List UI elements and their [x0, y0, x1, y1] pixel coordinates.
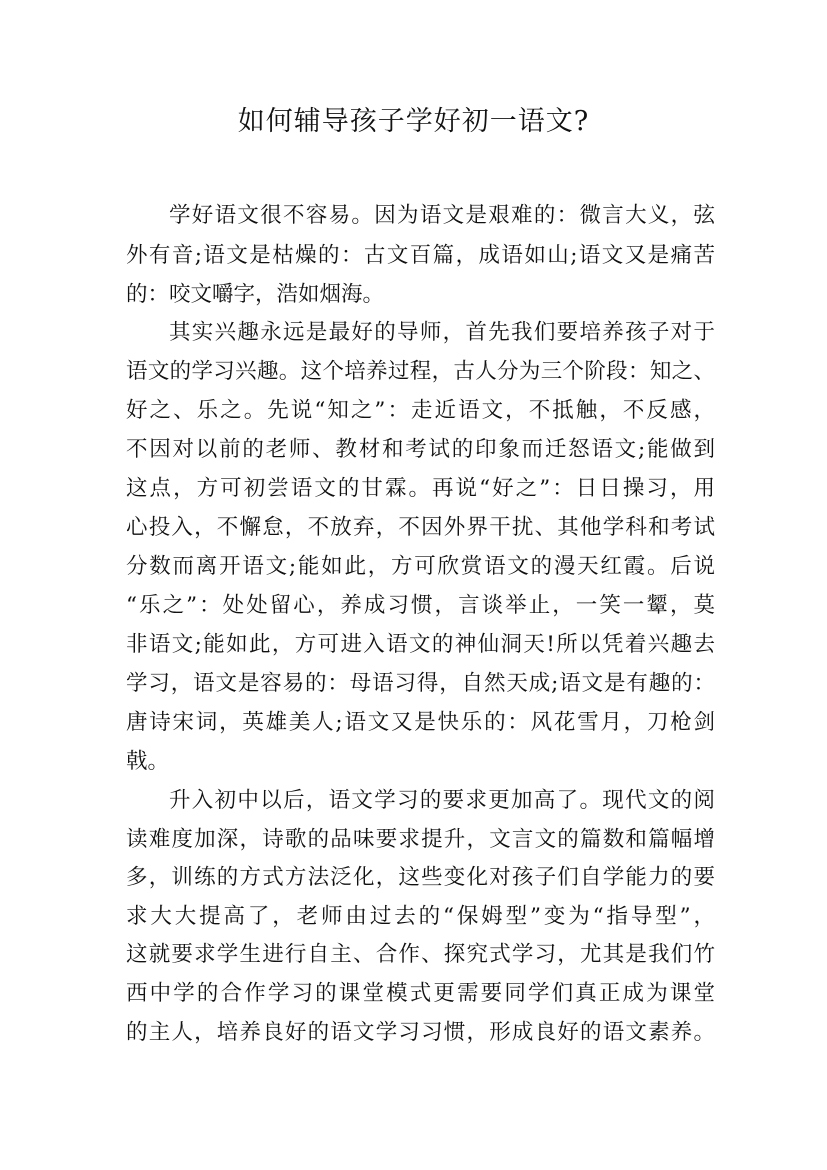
paragraph-2-line-10: 学习，语文是容易的：母语习得，自然天成;语文是有趣的： — [126, 671, 715, 696]
paragraph-2-line-3: 好之、乐之。先说“知之”：走近语文，不抵触，不反感， — [126, 398, 715, 423]
paragraph-3-line-3: 多，训练的方式方法泛化，这些变化对孩子们自学能力的要 — [126, 865, 715, 890]
paragraph-1-line-1: 学好语文很不容易。因为语文是艰难的：微言大义，弦 — [169, 203, 715, 228]
paragraph-2-line-2: 语文的学习兴趣。这个培养过程，古人分为三个阶段：知之、 — [126, 359, 715, 384]
paragraph-1-line-3: 的：咬文嚼字，浩如烟海。 — [126, 282, 385, 307]
paragraph-2-line-5: 这点，方可初尝语文的甘霖。再说“好之”：日日操习，用 — [126, 476, 715, 501]
paragraph-3-line-4: 求大大提高了，老师由过去的“保姆型”变为“指导型”， — [126, 904, 715, 929]
paragraph-3-line-6: 西中学的合作学习的课堂模式更需要同学们真正成为课堂 — [126, 981, 715, 1006]
paragraph-3-line-2: 读难度加深，诗歌的品味要求提升，文言文的篇数和篇幅增 — [126, 827, 715, 852]
paragraph-2-line-11: 唐诗宋词，英雄美人;语文又是快乐的：风花雪月，刀枪剑 — [126, 710, 715, 735]
paragraph-1-line-2: 外有音;语文是枯燥的：古文百篇，成语如山;语文又是痛苦 — [126, 243, 715, 268]
paragraph-2-line-6: 心投入，不懈怠，不放弃，不因外界干扰、其他学科和考试 — [126, 515, 715, 540]
paragraph-2-line-4: 不因对以前的老师、教材和考试的印象而迁怒语文;能做到 — [126, 437, 715, 462]
paragraph-3-line-7: 的主人，培养良好的语文学习习惯，形成良好的语文素养。 — [126, 1020, 715, 1045]
paragraph-2-line-9: 非语文;能如此，方可进入语文的神仙洞天!所以凭着兴趣去 — [126, 632, 715, 657]
paragraph-3-line-1: 升入初中以后，语文学习的要求更加高了。现代文的阅 — [169, 788, 715, 813]
paragraph-2-line-8: “乐之”：处处留心，养成习惯，言谈举止，一笑一颦，莫 — [126, 593, 715, 618]
paragraph-2-line-1: 其实兴趣永远是最好的导师，首先我们要培养孩子对于 — [169, 320, 715, 345]
document-title: 如何辅导孩子学好初一语文? — [237, 106, 590, 137]
paragraph-2-line-12: 戟。 — [126, 749, 170, 774]
paragraph-3-line-5: 这就要求学生进行自主、合作、探究式学习，尤其是我们竹 — [126, 942, 715, 967]
paragraph-2-line-7: 分数而离开语文;能如此，方可欣赏语文的漫天红霞。后说 — [126, 554, 715, 579]
